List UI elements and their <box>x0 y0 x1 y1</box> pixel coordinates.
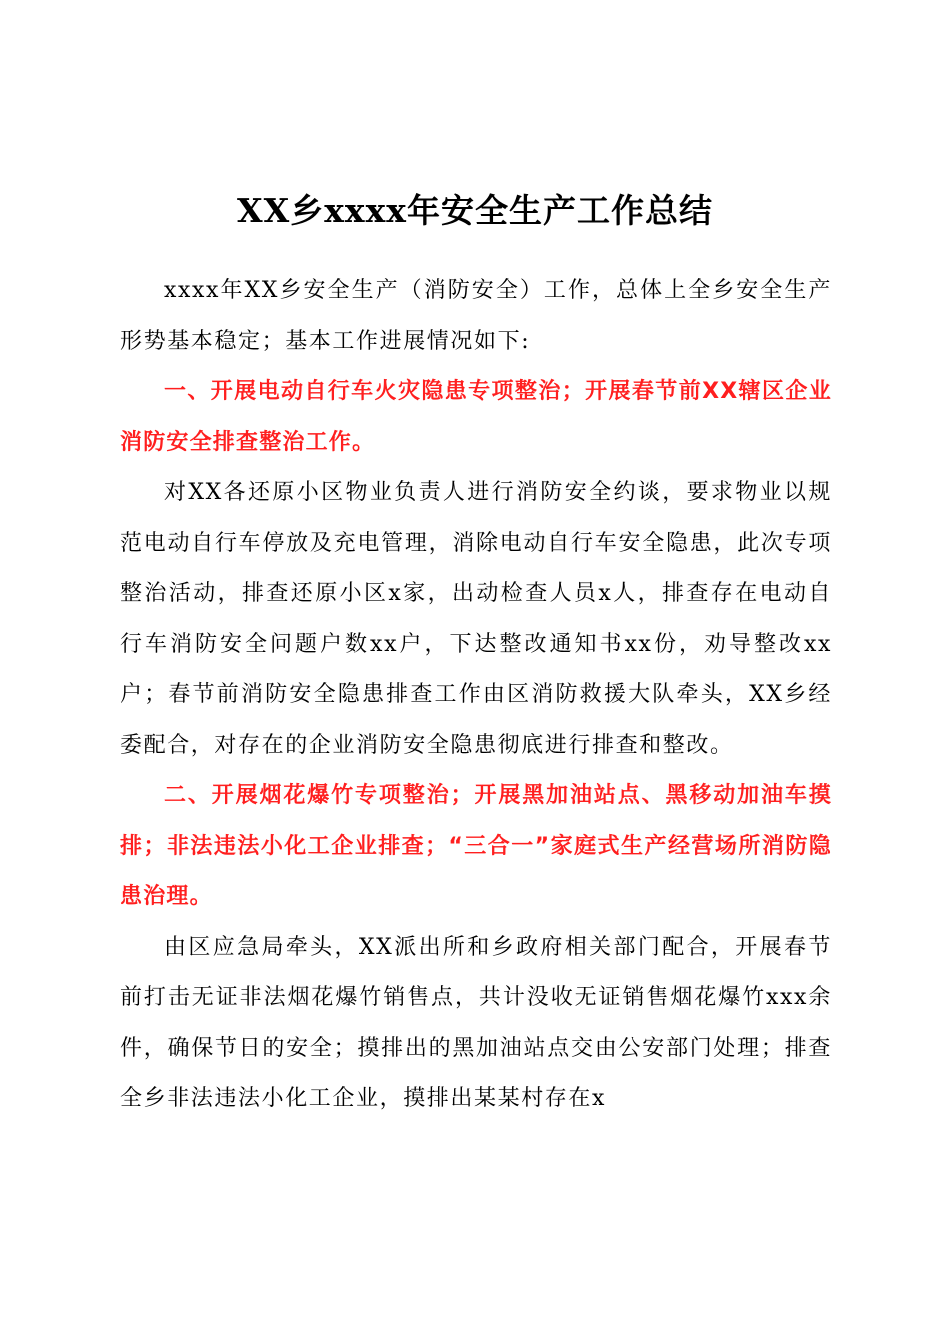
document-title: XX乡xxxx年安全生产工作总结 <box>237 191 713 230</box>
section-heading-2: 二、开展烟花爆竹专项整治；开展黑加油站点、黑移动加油车摸排；非法违法小化工企业排查；“三合一”家庭式生产经营场所消防隐患治理。 <box>120 783 832 909</box>
intro-paragraph: xxxx年XX乡安全生产（消防安全）工作，总体上全乡安全生产形势基本稳定；基本工作进展情况如下: <box>120 278 832 354</box>
document-body <box>120 266 832 1125</box>
section-1-paragraph: 对XX各还原小区物业负责人进行消防安全约谈，要求物业以规范电动自行车停放及充电管理，消除电动自行车安全隐患，此次专项整治活动，排查还原小区x家，出动检查人员x人，排查存在电动自行车消防安全问题户数xx户，下达整改通知书xx份，劝导整改xx户；春节前消防安全隐患排查工作由区消防救援大队牵头，XX乡经委配合，对存在的企业消防安全隐患彻底进行排查和整改。 <box>120 480 832 758</box>
section-heading-1: 一、开展电动自行车火灾隐患专项整治；开展春节前XX辖区企业消防安全排查整治工作。 <box>120 379 832 455</box>
section-2-paragraph: 由区应急局牵头，XX派出所和乡政府相关部门配合，开展春节前打击无证非法烟花爆竹销售点，共计没收无证销售烟花爆竹xxx余件，确保节日的安全；摸排出的黑加油站点交由公安部门处理；排查全乡非法违法小化工企业，摸排出某某村存在x <box>120 934 832 1111</box>
